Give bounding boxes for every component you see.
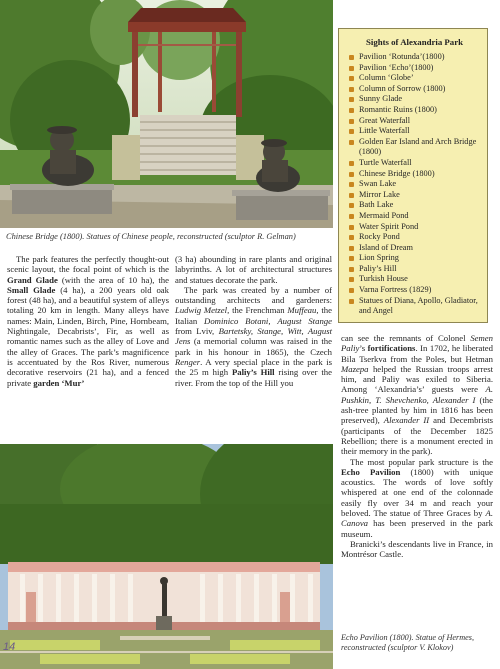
list-item: Rocky Pond <box>348 232 481 243</box>
list-item: Statues of Diana, Apollo, Gladiator, and Angel <box>348 296 481 317</box>
grand-glade-term: Grand Glade <box>7 274 58 285</box>
paragraph: (3 ha) abounding in rare plants and original labyrinths. A lot of architectural structures and statues decorate the park. <box>175 254 332 285</box>
list-item: Mermaid Pond <box>348 211 481 222</box>
list-item: Turkish House <box>348 274 481 285</box>
small-glade-term: Small Glade <box>7 284 56 295</box>
top-photo-caption: Chinese Bridge (1800). Statues of Chinese people, reconstructed (sculptor R. Gelman) <box>6 232 296 241</box>
list-item: Chinese Bridge (1800) <box>348 169 481 180</box>
paragraph: The park was created by a number of outstanding architects and gardeners: Ludwig Metzel, the Frenchman Muffeau, the Italian Dominico Botani, August Stange from Lviv, Bartetsky, Stange, Witt, August Jens (a memorial column was raised in the park in his honour in 1865), the Czech Renger. A very special place in the park is the 25 m high Paliy’s Hill rising over the river. From the top of the Hill you <box>175 284 332 388</box>
list-item: Golden Ear Island and Arch Bridge (1800) <box>348 137 481 158</box>
sights-sidebar <box>338 28 488 323</box>
sights-list <box>348 52 481 317</box>
garden-mur-term: garden ‘Mur’ <box>33 377 85 388</box>
paragraph: Branicki’s descendants live in France, in Montrésor Castle. <box>341 538 493 560</box>
paragraph: The most popular park structure is the Echo Pavilion (1800) with unique acoustics. The words of love softly whispered at one end of the colonnade easily fly over 34 m and reach your beloved. The statue of Three Graces by A. Canova has been preserved in the park museum. <box>341 456 493 539</box>
list-item: Romantic Ruins (1800) <box>348 105 481 116</box>
list-item: Little Waterfall <box>348 126 481 137</box>
list-item: Column ‘Globe’ <box>348 73 481 84</box>
echo-pavilion-photo <box>0 444 333 669</box>
sights-title: Sights of Alexandria Park <box>365 37 464 47</box>
list-item: Water Spirit Pond <box>348 222 481 233</box>
list-item: Swan Lake <box>348 179 481 190</box>
list-item: Island of Dream <box>348 243 481 254</box>
paragraph: can see the remnants of Colonel Semen Paliy’s fortifications. In 1702, he liberated Bila Tserkva from the Poles, but Hetman Mazepa helped the Russian troops arrest him, and Paliy was exiled to Siberia. Among ‘Alexandria’s’ guests were A. Pushkin, T. Shevchenko, Alexander I (the ash-tree planted by him in 1816 has been preserved), Alexander II and Decembrists (participants of the December 1825 Rebellion; there is a monument erected in their memory in the park). <box>341 333 494 457</box>
text-column-3 <box>341 333 493 560</box>
list-item: Great Waterfall <box>348 116 481 127</box>
list-item: Lion Spring <box>348 253 481 264</box>
list-item: Sunny Glade <box>348 94 481 105</box>
list-item: Bath Lake <box>348 200 481 211</box>
list-item: Turtle Waterfall <box>348 158 481 169</box>
page-number: 14 <box>3 641 16 653</box>
chinese-bridge-photo <box>0 0 333 228</box>
text-column-2 <box>175 254 332 388</box>
bottom-photo-caption: Echo Pavilion (1800). Statue of Hermes, reconstructed (sculptor V. Klokov) <box>341 633 475 652</box>
text-column-1 <box>7 254 169 388</box>
paliy-hill-term: Paliy’s Hill <box>231 367 275 378</box>
list-item: Column of Sorrow (1800) <box>348 84 481 95</box>
list-item: Mirror Lake <box>348 190 481 201</box>
paragraph: The park features the perfectly thought-out scenic layout, the focal point of which is the Grand Glade (with the area of 10 ha), the Small Glade (4 ha), a 200 years old oak forest (48 ha), and a beautiful system of alleys totaling 20 km in length. Many alleys have names: Main, Linden, Birch, Pine, Hornbeam, Nightingale, Decabrists’, Fir, as well as romantic names such as the alley of Love and the alley of Graces. The park’s magnificence is accentuated by the Ros River, numerous decorative reservoirs (21 ha), and a fenced private garden ‘Mur’ <box>7 254 170 388</box>
list-item: Varna Fortress (1829) <box>348 285 481 296</box>
list-item: Paliy’s Hill <box>348 264 481 275</box>
echo-pavilion-term: Echo Pavilion <box>341 466 401 477</box>
list-item: Pavilion ‘Echo’(1800) <box>348 63 481 74</box>
list-item: Pavilion ‘Rotunda’(1800) <box>348 52 481 63</box>
fortifications-term: fortifications <box>367 343 416 354</box>
